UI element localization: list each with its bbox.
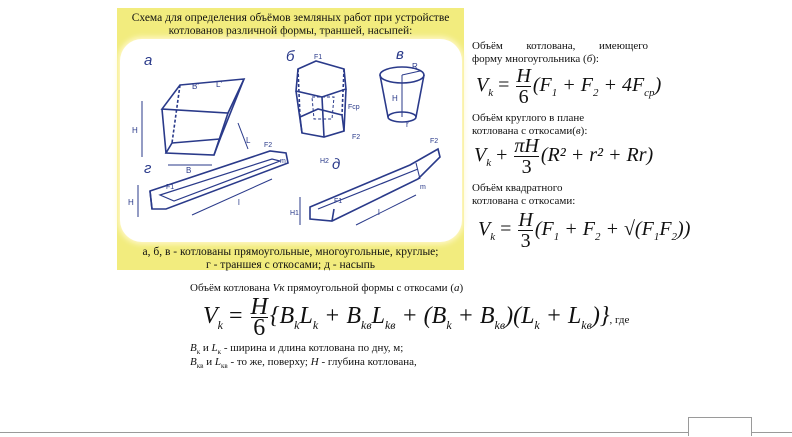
svg-text:F2: F2 [430,138,439,145]
definition-bottom: $B_к$ и $L_к$ - ширина и длина котлована по дну, м; [190,342,404,357]
svg-text:F2: F2 [352,134,361,141]
svg-text:H: H [132,126,138,135]
circ-title: Объём круглого в плане котлована с откосами(в): [472,112,588,137]
svg-text:H: H [392,94,398,103]
circ-formula: $V_k$ + $\frac{\pi H}{3}$ (R² + r² + Rr) [474,135,654,178]
svg-text:H1: H1 [290,210,299,217]
panel-title: Схема для определения объёмов земляных работ при устройстве котлованов различной формы, траншей, насыпей: [131,12,450,37]
svg-text:д: д [332,156,341,173]
svg-text:б: б [286,48,295,65]
pit-a-bottom [166,139,220,155]
svg-text:в: в [396,46,404,63]
poly-title: Объём котлована, имеющего форму многоугольника (б): [472,40,648,65]
scheme-panel [117,8,464,270]
sq-title: Объём квадратного котлована с откосами: [472,182,576,207]
svg-text:m: m [420,184,426,191]
svg-text:а: а [144,52,153,69]
svg-text:F1: F1 [314,54,323,61]
svg-text:l: l [238,198,240,207]
svg-text:L: L [246,136,251,145]
svg-text:F1: F1 [334,198,343,205]
svg-text:r: r [406,120,409,129]
definition-top: $B_{кв}$ и $L_{кв}$ - то же, поверху; H - глубина котлована, [190,356,417,371]
page-tab [688,417,752,436]
svg-text:H: H [128,198,134,207]
pit-b-bottom [300,109,344,137]
svg-text:F1: F1 [166,184,175,191]
excavation-diagram [120,39,462,242]
poly-formula: $V_k$ = $\frac{H}{6}$ $(F_1 + F_2 + 4F_{ср})$ [476,65,662,108]
svg-text:L': L' [216,80,222,89]
rect-pit-formula: $V_k$ = $\frac{H}{6}$ $\{B_kL_k + B_{kв}L_{kв} + (B_k + B_{kв})(L_k + L_{kв})\}$, где [203,294,630,341]
svg-text:l: l [378,208,380,217]
sq-formula: $V_k$ = $\frac{H}{3}$ $(F_1 + F_2 + √(F_1F_2))$ [478,209,691,252]
svg-text:Fср: Fср [348,104,360,111]
diagram-svg [120,39,462,242]
svg-text:H2: H2 [320,158,329,165]
trench-g [150,151,288,209]
svg-text:г: г [144,160,152,177]
svg-text:B: B [186,166,192,175]
svg-text:B': B' [192,82,199,91]
footer-rule [0,432,792,433]
bottom-intro: Объём котлована Vк прямоугольной формы с откосами (а) [190,282,464,294]
panel-caption: а, б, в - котлованы прямоугольные, многоугольные, круглые; г - траншея с откосами; д - насыпь [142,246,439,271]
svg-text:R: R [412,62,418,71]
svg-text:F2: F2 [264,142,273,149]
svg-text:m: m [280,158,286,165]
pit-b-top [296,61,346,97]
